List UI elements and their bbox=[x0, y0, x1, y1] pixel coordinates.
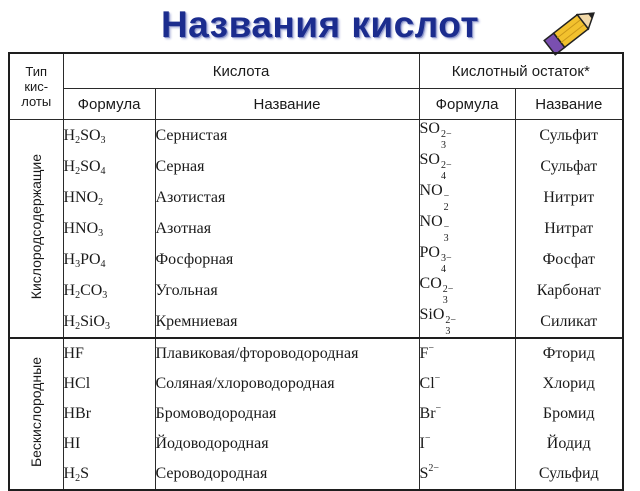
acid-formula: HI bbox=[63, 429, 155, 459]
acid-group-label: Бескислородные bbox=[9, 338, 63, 490]
table-row bbox=[9, 213, 623, 244]
residue-name: Сульфит bbox=[515, 120, 623, 152]
acid-formula: $H_2SO_3$ bbox=[63, 120, 155, 152]
acid-formula: HCl bbox=[63, 369, 155, 399]
residue-header: Кислотный остаток* bbox=[419, 53, 623, 89]
residue-formula-header: Формула bbox=[419, 89, 515, 120]
acid-name: Фосфорная bbox=[155, 244, 419, 275]
residue-formula: NO − 3 bbox=[419, 213, 515, 244]
acid-formula: $H_2SO_4$ bbox=[63, 151, 155, 182]
acid-formula: $HNO_2$ bbox=[63, 182, 155, 213]
residue-formula: Br− bbox=[419, 399, 515, 429]
table-row bbox=[9, 459, 623, 490]
residue-formula: PO 3− 4 bbox=[419, 244, 515, 275]
table-row bbox=[9, 338, 623, 369]
residue-name: Йодид bbox=[515, 429, 623, 459]
table-row bbox=[9, 275, 623, 306]
residue-formula: CO 2− 3 bbox=[419, 275, 515, 306]
residue-formula: SiO 2− 3 bbox=[419, 306, 515, 338]
residue-name: Силикат bbox=[515, 306, 623, 338]
residue-formula: Cl− bbox=[419, 369, 515, 399]
acid-name: Угольная bbox=[155, 275, 419, 306]
acid-formula: $HNO_3$ bbox=[63, 213, 155, 244]
residue-name: Карбонат bbox=[515, 275, 623, 306]
table-row bbox=[9, 244, 623, 275]
acid-formula: $H_2CO_3$ bbox=[63, 275, 155, 306]
acid-name: Азотистая bbox=[155, 182, 419, 213]
residue-name: Сульфат bbox=[515, 151, 623, 182]
acid-formula: $H_2SiO_3$ bbox=[63, 306, 155, 338]
residue-formula: $S^{2-}$ bbox=[419, 459, 515, 490]
acid-name: Серная bbox=[155, 151, 419, 182]
acids-table-body bbox=[9, 120, 623, 491]
acid-name: Сернистая bbox=[155, 120, 419, 152]
table-row bbox=[9, 429, 623, 459]
residue-formula: F− bbox=[419, 338, 515, 369]
table-row bbox=[9, 369, 623, 399]
acid-formula: HBr bbox=[63, 399, 155, 429]
acids-table bbox=[8, 52, 624, 491]
type-header: Тип кис- лоты bbox=[9, 53, 63, 120]
acid-name: Йодоводородная bbox=[155, 429, 419, 459]
page-title: Названия кислот bbox=[160, 4, 480, 45]
acid-formula: $H_3PO_4$ bbox=[63, 244, 155, 275]
table-row bbox=[9, 306, 623, 338]
residue-name: Бромид bbox=[515, 399, 623, 429]
acid-name: Сероводородная bbox=[155, 459, 419, 490]
acid-name: Соляная/хлороводородная bbox=[155, 369, 419, 399]
residue-formula: SO 2− 4 bbox=[419, 151, 515, 182]
residue-formula: SO 2− 3 bbox=[419, 120, 515, 152]
acid-name: Кремниевая bbox=[155, 306, 419, 338]
residue-name: Нитрат bbox=[515, 213, 623, 244]
residue-name: Нитрит bbox=[515, 182, 623, 213]
residue-name: Фторид bbox=[515, 338, 623, 369]
residue-formula: NO − 2 bbox=[419, 182, 515, 213]
residue-name: Хлорид bbox=[515, 369, 623, 399]
residue-name: Фосфат bbox=[515, 244, 623, 275]
table-row bbox=[9, 120, 623, 152]
residue-name-header: Название bbox=[515, 89, 623, 120]
acid-formula: $H_2S$ bbox=[63, 459, 155, 490]
residue-name: Сульфид bbox=[515, 459, 623, 490]
acid-name: Плавиковая/фтороводородная bbox=[155, 338, 419, 369]
acid-name-header: Название bbox=[155, 89, 419, 120]
table-row bbox=[9, 151, 623, 182]
acid-formula-header: Формула bbox=[63, 89, 155, 120]
acid-group-label: Кислородсодержащие bbox=[9, 120, 63, 339]
acid-name: Бромоводородная bbox=[155, 399, 419, 429]
acid-formula: HF bbox=[63, 338, 155, 369]
acid-name: Азотная bbox=[155, 213, 419, 244]
table-row bbox=[9, 399, 623, 429]
acid-header: Кислота bbox=[63, 53, 419, 89]
residue-formula: I− bbox=[419, 429, 515, 459]
table-row bbox=[9, 182, 623, 213]
